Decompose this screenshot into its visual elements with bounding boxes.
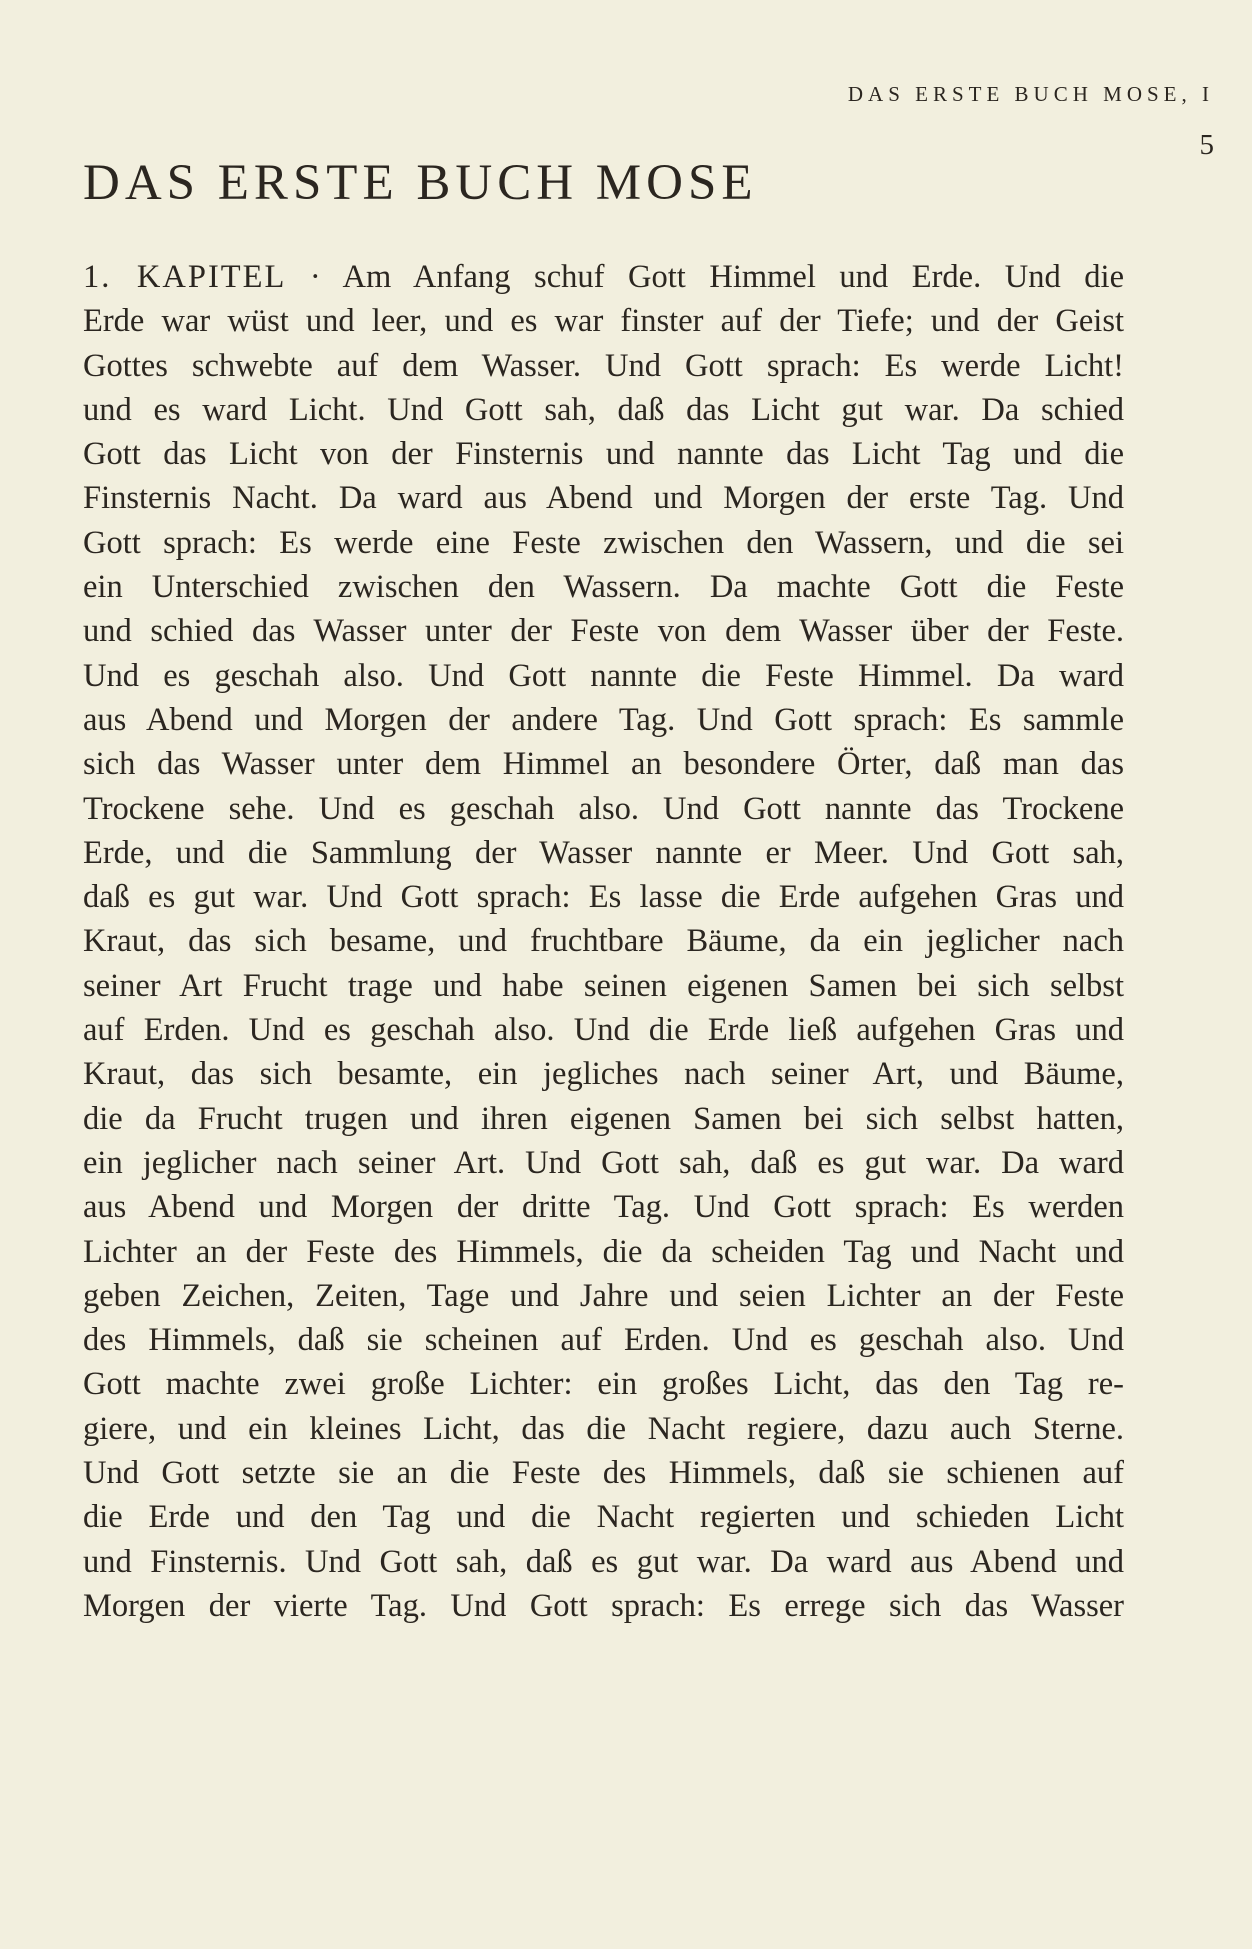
chapter-text <box>83 255 1124 1628</box>
text-line: Kraut, das sich besamte, ein jegliches nach seiner Art, und Bäume, <box>83 1056 1124 1093</box>
text-line: die Erde und den Tag und die Nacht regierten und schieden Licht <box>83 1499 1124 1536</box>
text-line: geben Zeichen, Zeiten, Tage und Jahre und seien Lichter an der Feste <box>83 1277 1124 1314</box>
text-line: sich das Wasser unter dem Himmel an besondere Örter, daß man das <box>83 746 1124 783</box>
chapter-separator: · <box>286 259 343 295</box>
text-line: Und es geschah also. Und Gott nannte die Feste Himmel. Da ward <box>83 657 1124 694</box>
text-line: des Himmels, daß sie scheinen auf Erden. Und es geschah also. Und <box>83 1322 1124 1359</box>
text-line: und schied das Wasser unter der Feste von dem Wasser über der Feste. <box>83 613 1124 650</box>
text-line: seiner Art Frucht trage und habe seinen eigenen Samen bei sich selbst <box>83 967 1124 1004</box>
text-line: auf Erden. Und es geschah also. Und die Erde ließ aufgehen Gras und <box>83 1012 1124 1049</box>
running-head: DAS ERSTE BUCH MOSE, I <box>847 82 1214 106</box>
text-line: aus Abend und Morgen der andere Tag. Und Gott sprach: Es sammle <box>83 701 1124 738</box>
text-line: Gottes schwebte auf dem Wasser. Und Gott sprach: Es werde Licht! <box>83 347 1124 384</box>
text-line: Finsternis Nacht. Da ward aus Abend und Morgen der erste Tag. Und <box>83 480 1124 517</box>
text-line: Erde war wüst und leer, und es war finster auf der Tiefe; und der Geist <box>83 303 1124 340</box>
text-line: giere, und ein kleines Licht, das die Nacht regiere, dazu auch Sterne. <box>83 1410 1124 1447</box>
text-line: Trockene sehe. Und es geschah also. Und Gott nannte das Trockene <box>83 790 1124 827</box>
text-line <box>83 255 1124 299</box>
text-line: Gott machte zwei große Lichter: ein großes Licht, das den Tag re- <box>83 1366 1124 1403</box>
text-line: Lichter an der Feste des Himmels, die da scheiden Tag und Nacht und <box>83 1233 1124 1270</box>
text-line: ein jeglicher nach seiner Art. Und Gott sah, daß es gut war. Da ward <box>83 1144 1124 1181</box>
chapter-label: 1. KAPITEL <box>83 259 287 295</box>
text-line: aus Abend und Morgen der dritte Tag. Und Gott sprach: Es werden <box>83 1189 1124 1226</box>
text-line: Morgen der vierte Tag. Und Gott sprach: Es errege sich das Wasser <box>83 1587 1124 1624</box>
text-line: Gott sprach: Es werde eine Feste zwischen den Wassern, und die sei <box>83 524 1124 561</box>
text-line: und Finsternis. Und Gott sah, daß es gut war. Da ward aus Abend und <box>83 1543 1124 1580</box>
page-number: 5 <box>1199 129 1214 161</box>
book-title: DAS ERSTE BUCH MOSE <box>83 155 758 211</box>
text-line: ein Unterschied zwischen den Wassern. Da machte Gott die Feste <box>83 569 1124 606</box>
text-line: Und Gott setzte sie an die Feste des Himmels, daß sie schienen auf <box>83 1455 1124 1492</box>
text-line: Kraut, das sich besame, und fruchtbare Bäume, da ein jeglicher nach <box>83 923 1124 960</box>
text-line: Gott das Licht von der Finsternis und nannte das Licht Tag und die <box>83 436 1124 473</box>
text-line: die da Frucht trugen und ihren eigenen Samen bei sich selbst hatten, <box>83 1100 1124 1137</box>
text-line: daß es gut war. Und Gott sprach: Es lasse die Erde aufgehen Gras und <box>83 879 1124 916</box>
text-line: und es ward Licht. Und Gott sah, daß das Licht gut war. Da schied <box>83 391 1124 428</box>
text-line: Erde, und die Sammlung der Wasser nannte er Meer. Und Gott sah, <box>83 834 1124 871</box>
text-line-content: Am Anfang schuf Gott Himmel und Erde. Und die <box>342 259 1125 295</box>
